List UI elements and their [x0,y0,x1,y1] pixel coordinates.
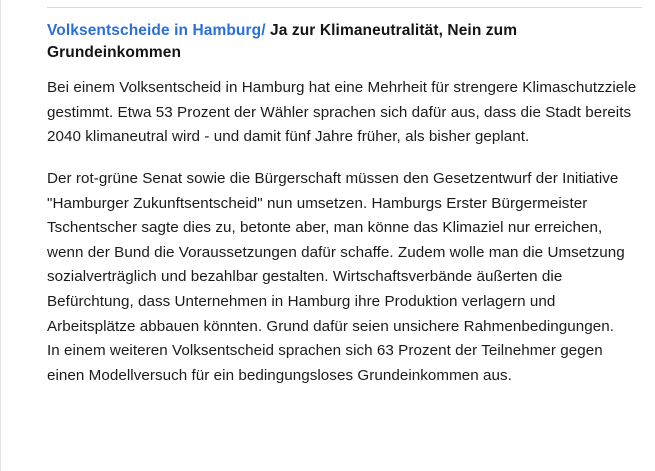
article-paragraph-2: Der rot-grüne Senat sowie die Bürgerschaft müssen den Gesetzentwurf der Initiative "Hamburger Zukunftsentscheid" nun umsetzen. Hamburgs Erster Bürgermeister Tschentscher sagte dies zu, betonte aber, man könne das Klimaziel nur erreichen, wenn der Bund die Voraussetzungen dafür schaffe. Zudem wolle man die Umsetzung sozialverträglich und bezahlbar gestalten. Wirtschaftsverbände äußerten die Befürchtung, dass Unternehmen in Hamburg ihre Produktion verlagern und Arbeitsplätze abbauen könnten. Grund dafür seien unsichere Rahmenbedingungen. [47,169,625,335]
article-paragraph-1: Bei einem Volksentscheid in Hamburg hat eine Mehrheit für strengere Klimaschutzziele gestimmt. Etwa 53 Prozent der Wähler sprachen sich dafür aus, dass die Stadt bereits 2040 klimaneutral wird - und damit fünf Jahre früher, als bisher geplant. [47,79,637,146]
top-divider [47,7,642,8]
headline-title: Ja zur Klimaneutralität, Nein zum Grundeinkommen [47,22,518,61]
headline-separator: / [261,22,266,39]
headline-kicker[interactable]: Volksentscheide in Hamburg [47,22,262,39]
article-content [47,20,637,389]
article-paragraph-3: In einem weiteren Volksentscheid sprachen sich 63 Prozent der Teilnehmer gegen einen Modellversuch für ein bedingungsloses Grundeinkommen aus. [47,342,603,384]
left-margin-rule [0,0,6,471]
article-headline [47,20,637,64]
